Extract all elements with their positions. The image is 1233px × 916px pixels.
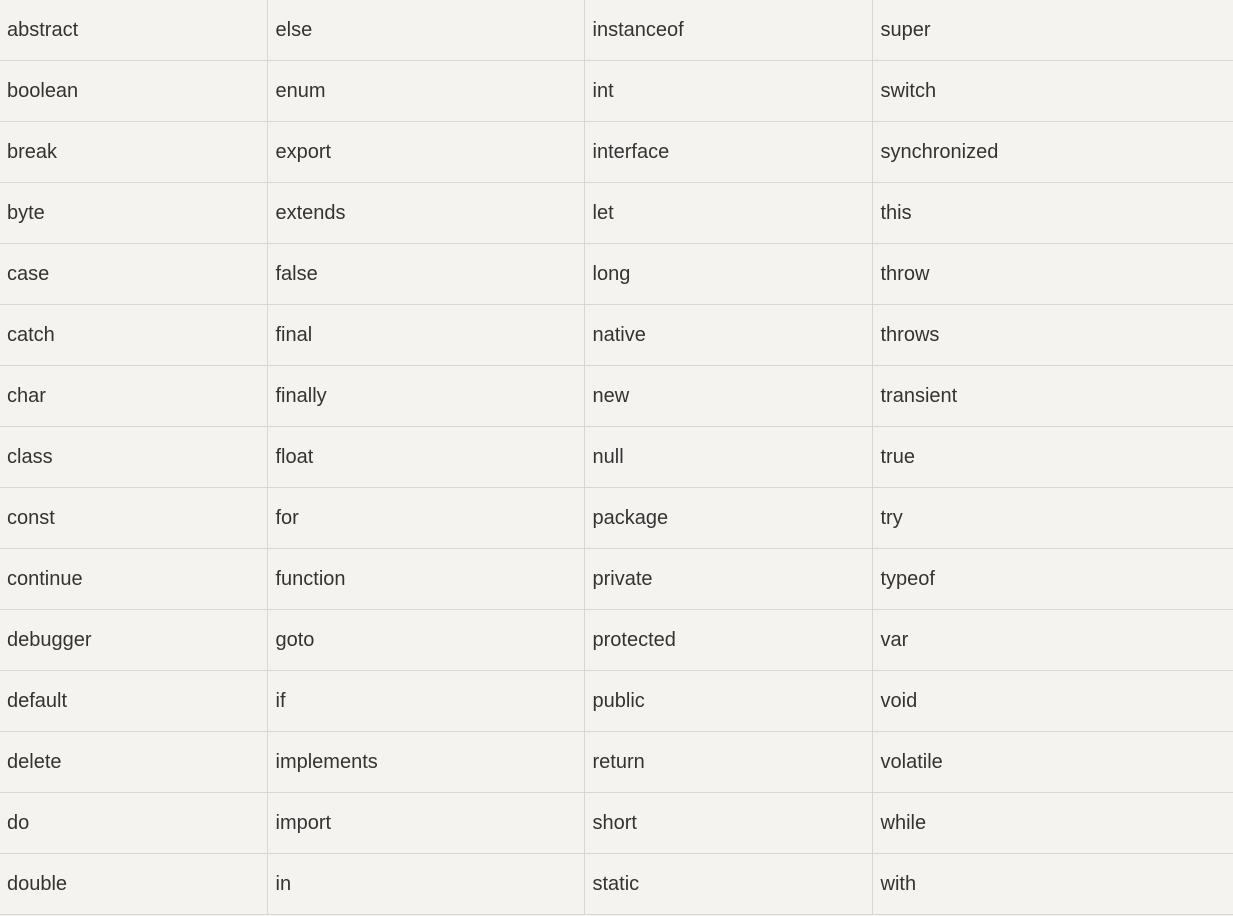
keyword-cell: with bbox=[872, 854, 1233, 915]
keyword-cell: throws bbox=[872, 305, 1233, 366]
table-row bbox=[0, 122, 1233, 183]
keyword-cell: import bbox=[267, 793, 584, 854]
keyword-cell: return bbox=[584, 732, 872, 793]
keyword-cell: goto bbox=[267, 610, 584, 671]
keyword-cell: else bbox=[267, 0, 584, 61]
table-row bbox=[0, 549, 1233, 610]
keyword-cell: for bbox=[267, 488, 584, 549]
table-row bbox=[0, 183, 1233, 244]
table-row bbox=[0, 427, 1233, 488]
keyword-cell: throw bbox=[872, 244, 1233, 305]
keyword-cell: true bbox=[872, 427, 1233, 488]
keyword-cell: package bbox=[584, 488, 872, 549]
keyword-cell: static bbox=[584, 854, 872, 915]
keyword-cell: break bbox=[0, 122, 267, 183]
keyword-cell: short bbox=[584, 793, 872, 854]
keyword-cell: typeof bbox=[872, 549, 1233, 610]
keyword-cell: if bbox=[267, 671, 584, 732]
keyword-cell: interface bbox=[584, 122, 872, 183]
keyword-cell: switch bbox=[872, 61, 1233, 122]
keyword-cell: false bbox=[267, 244, 584, 305]
keyword-cell: debugger bbox=[0, 610, 267, 671]
table-row bbox=[0, 671, 1233, 732]
table-row bbox=[0, 732, 1233, 793]
keyword-cell: volatile bbox=[872, 732, 1233, 793]
table-row bbox=[0, 854, 1233, 915]
keyword-cell: enum bbox=[267, 61, 584, 122]
keyword-cell: function bbox=[267, 549, 584, 610]
keyword-cell: byte bbox=[0, 183, 267, 244]
keyword-cell: class bbox=[0, 427, 267, 488]
keyword-cell: new bbox=[584, 366, 872, 427]
table-row bbox=[0, 793, 1233, 854]
keyword-cell: const bbox=[0, 488, 267, 549]
keyword-cell: default bbox=[0, 671, 267, 732]
keyword-cell: transient bbox=[872, 366, 1233, 427]
keyword-cell: continue bbox=[0, 549, 267, 610]
keyword-cell: case bbox=[0, 244, 267, 305]
keyword-cell: int bbox=[584, 61, 872, 122]
keyword-cell: try bbox=[872, 488, 1233, 549]
keyword-cell: public bbox=[584, 671, 872, 732]
keyword-cell: private bbox=[584, 549, 872, 610]
keyword-cell: abstract bbox=[0, 0, 267, 61]
table-row bbox=[0, 0, 1233, 61]
table-row bbox=[0, 488, 1233, 549]
keyword-cell: var bbox=[872, 610, 1233, 671]
keyword-cell: long bbox=[584, 244, 872, 305]
keyword-cell: extends bbox=[267, 183, 584, 244]
keyword-cell: void bbox=[872, 671, 1233, 732]
keyword-cell: catch bbox=[0, 305, 267, 366]
keyword-cell: protected bbox=[584, 610, 872, 671]
keyword-cell: null bbox=[584, 427, 872, 488]
keyword-cell: while bbox=[872, 793, 1233, 854]
keyword-cell: instanceof bbox=[584, 0, 872, 61]
keyword-cell: float bbox=[267, 427, 584, 488]
keyword-cell: synchronized bbox=[872, 122, 1233, 183]
table-row bbox=[0, 610, 1233, 671]
keyword-cell: boolean bbox=[0, 61, 267, 122]
keyword-cell: this bbox=[872, 183, 1233, 244]
keyword-cell: implements bbox=[267, 732, 584, 793]
table-row bbox=[0, 61, 1233, 122]
keyword-cell: double bbox=[0, 854, 267, 915]
keyword-cell: do bbox=[0, 793, 267, 854]
keyword-cell: super bbox=[872, 0, 1233, 61]
keyword-cell: finally bbox=[267, 366, 584, 427]
keyword-cell: final bbox=[267, 305, 584, 366]
keyword-cell: export bbox=[267, 122, 584, 183]
keyword-cell: in bbox=[267, 854, 584, 915]
table-row bbox=[0, 244, 1233, 305]
keyword-cell: delete bbox=[0, 732, 267, 793]
keyword-cell: let bbox=[584, 183, 872, 244]
keyword-cell: native bbox=[584, 305, 872, 366]
table-row bbox=[0, 366, 1233, 427]
keyword-cell: char bbox=[0, 366, 267, 427]
table-row bbox=[0, 305, 1233, 366]
